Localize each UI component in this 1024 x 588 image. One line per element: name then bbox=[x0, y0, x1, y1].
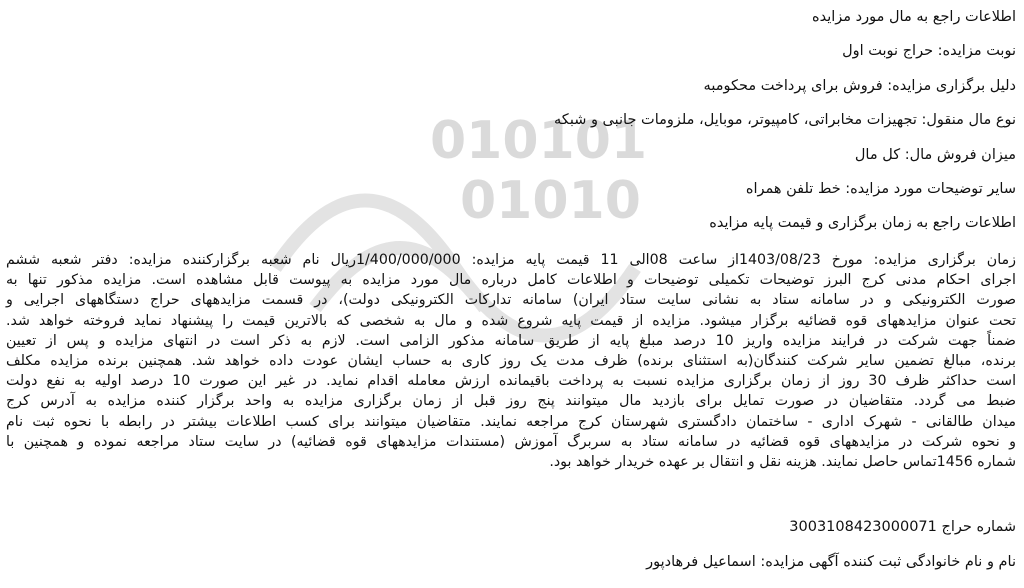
watermark-digits-row-1: 010101 bbox=[430, 118, 648, 171]
heading-property-info: اطلاعات راجع به مال مورد مزایده bbox=[812, 9, 1016, 25]
paragraph-line-8: ضبط می گردد. متقاضیان در صورت تمایل برای بازدید مال میتوانند پنج روز قبل از زمان برگزاری مزایده به واحد برگزار کننده مزایده به آدرس کرج bbox=[6, 393, 1016, 410]
auction-reason: دلیل برگزاری مزایده: فروش برای پرداخت محکومبه bbox=[703, 78, 1016, 94]
paragraph-line-5: ضمناً جهت شرکت در فرایند مزایده واریز 10 درصد مبلغ پایه از طریق سامانه مذکور الزامی است. لازم به ذکر است در انتهای مزایده و پس از تعیین bbox=[6, 332, 1016, 349]
paragraph-line-4: تحت عنوان مزایدههای قوه قضائیه برگزار میشود. مزایده از قیمت پایه شروع شده و مال به شخصی که بالاترین قیمت را پیشنهاد نماید فروخته خواهد شد. bbox=[6, 312, 1016, 329]
paragraph-line-2: اجرای احکام مدنی کرج البرز توضیحات تکمیلی توضیحات و اطلاعات کامل درباره مال مورد مزایده به پیوست قابل مشاهده است. مزایده مذکور تنها به bbox=[6, 272, 1016, 289]
paragraph-line-3: صورت الکترونیکی و در سامانه ستاد به نشانی سایت ستاد ایران) سامانه تدارکات الکترونیکی دولت)، در قسمت مزایدههای حراج دستگاههای اجرایی و bbox=[6, 292, 1016, 309]
paragraph-line-11: شماره 1456تماس حاصل نمایند. هزینه نقل و انتقال بر عهده خریدار خواهد بود. bbox=[549, 454, 1016, 471]
registrant-name: نام و نام خانوادگی ثبت کننده آگهی مزایده: اسماعیل فرهادپور bbox=[646, 554, 1016, 570]
auction-number: شماره حراج 3003108423000071 bbox=[789, 519, 1016, 535]
paragraph-line-10: و نحوه شرکت در مزایدههای قوه قضائیه در سامانه ستاد به سربرگ آموزش (مستندات مزایدههای قوه قضائیه) در سایت ستاد مراجعه نموده و همچنین با bbox=[6, 433, 1016, 450]
other-details: سایر توضیحات مورد مزایده: خط تلفن همراه bbox=[745, 181, 1016, 197]
auction-details-paragraph bbox=[6, 250, 1016, 472]
paragraph-line-7: است حداکثر ظرف 30 روز از زمان برگزاری مزایده نسبت به پرداخت باقیمانده ارزش معامله اقدام نماید. در غیر این صورت 10 درصد اولیه به نفع دولت bbox=[6, 373, 1017, 390]
paragraph-line-1: زمان برگزاری مزایده: مورخ 1403/08/23از ساعت 08الی 11 قیمت پایه مزایده: 1/400/000/000ریال نام شعبه برگزارکننده مزایده: دفتر شعبه ششم bbox=[6, 252, 1016, 268]
auction-round: نوبت مزایده: حراج نوبت اول bbox=[842, 43, 1016, 59]
sale-amount: میزان فروش مال: کل مال bbox=[854, 147, 1016, 163]
paragraph-line-9: میدان طالقانی - شهرک اداری - ساختمان دادگستری شهرستان کرج مراجعه نمایند. متقاضیان میتوانند برای کسب اطلاعات بیشتر در رابطه با نحوه ثبت نام bbox=[6, 413, 1016, 430]
paragraph-line-6: برنده، مبالغ تضمین سایر شرکت کنندگان(به استثنای برنده) ظرف مدت یک روز کاری به حساب ایشان عودت داده خواهد شد. همچنین برنده مزایده مکلف bbox=[6, 353, 1016, 370]
property-type: نوع مال منقول: تجهیزات مخابراتی، کامپیوتر، موبایل، ملزومات جانبی و شبکه bbox=[554, 112, 1016, 128]
watermark-digits-row-2: 01010 bbox=[460, 171, 641, 231]
heading-time-and-price: اطلاعات راجع به زمان برگزاری و قیمت پایه مزایده bbox=[709, 215, 1016, 231]
